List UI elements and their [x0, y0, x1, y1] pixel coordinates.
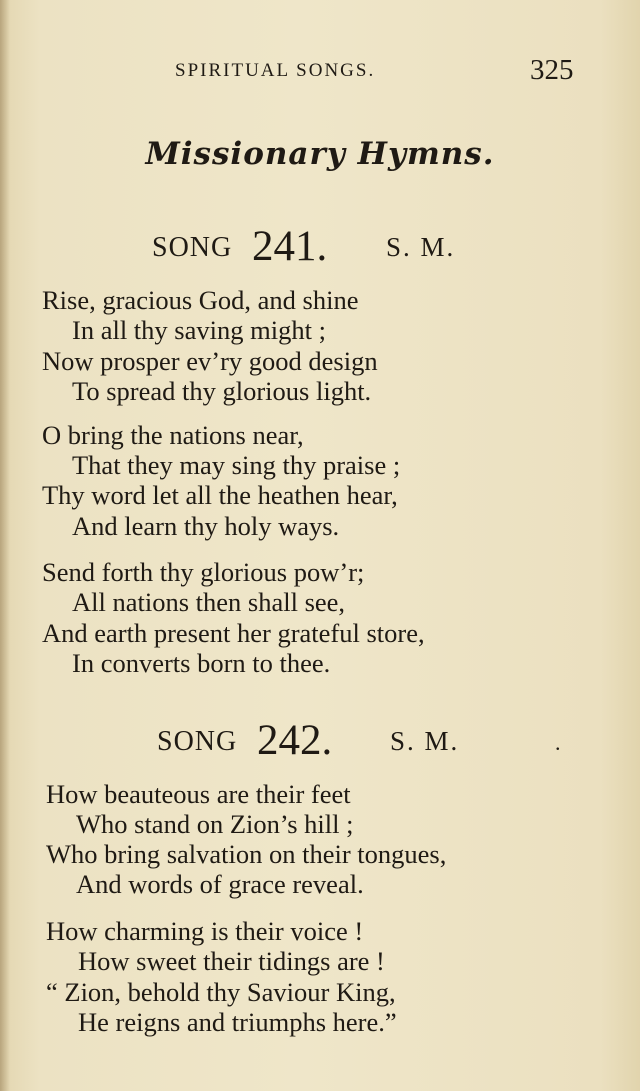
- song-label: SONG: [152, 232, 233, 263]
- song-241-heading: [0, 222, 640, 272]
- verse-line: In converts born to thee.: [72, 648, 331, 678]
- verse-line: O bring the nations near,: [42, 420, 304, 450]
- verse-line: Thy word let all the heathen hear,: [42, 480, 398, 510]
- verse-line: Now prosper ev’ry good design: [42, 346, 378, 376]
- song-meter: S. M.: [390, 726, 460, 756]
- verse-line: And earth present her grateful store,: [42, 618, 425, 648]
- verse-line: Who bring salvation on their tongues,: [46, 839, 447, 869]
- page-number: 325: [530, 54, 574, 86]
- song-label: SONG: [157, 726, 238, 757]
- verse-line: How beauteous are their feet: [46, 779, 351, 809]
- song-242-heading: [0, 716, 640, 766]
- verse-line: How charming is their voice !: [46, 916, 364, 946]
- verse-line: “ Zion, behold thy Saviour King,: [46, 977, 396, 1007]
- verse-line: Rise, gracious God, and shine: [42, 285, 359, 315]
- stray-mark: .: [555, 730, 561, 755]
- verse-line: All nations then shall see,: [72, 587, 346, 617]
- verse-line: He reigns and triumphs here.”: [78, 1007, 397, 1037]
- verse-line: And words of grace reveal.: [76, 869, 364, 899]
- song-number: 241.: [252, 223, 328, 270]
- verse-line: To spread thy glorious light.: [72, 376, 372, 406]
- verse-line: And learn thy holy ways.: [72, 511, 340, 541]
- verse-line: How sweet their tidings are !: [78, 946, 385, 976]
- verse-line: Send forth thy glorious pow’r;: [42, 557, 365, 587]
- verse-line: In all thy saving might ;: [72, 315, 326, 345]
- page-header: [0, 54, 640, 90]
- song-meter: S. M.: [386, 232, 456, 262]
- section-title: Missionary Hymns.: [145, 136, 495, 172]
- song-number: 242.: [257, 717, 333, 764]
- running-head: SPIRITUAL SONGS.: [175, 60, 376, 81]
- verse-line: Who stand on Zion’s hill ;: [76, 809, 354, 839]
- verse-line: That they may sing thy praise ;: [72, 450, 401, 480]
